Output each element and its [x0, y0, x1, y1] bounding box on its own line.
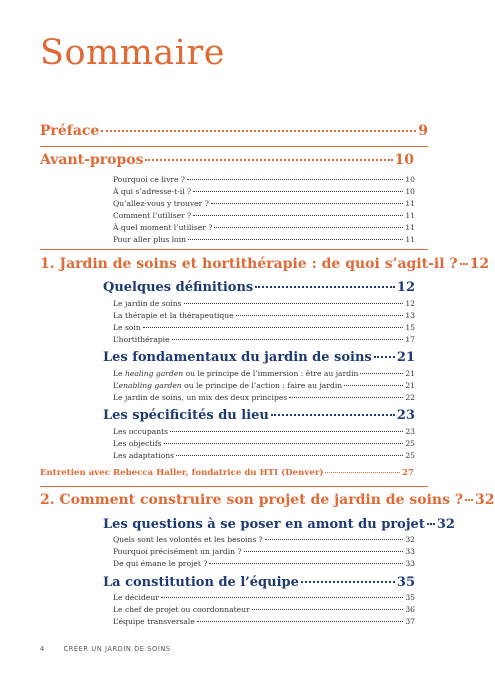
toc-subentry[interactable]	[113, 223, 415, 232]
toc-entry-page: 12	[469, 256, 490, 272]
toc-entry-label: À quel moment l’utiliser ?	[113, 223, 213, 232]
dot-leader	[211, 203, 404, 204]
divider	[40, 486, 428, 487]
dot-leader	[344, 385, 403, 386]
toc-entry-label: L’équipe transversale	[113, 617, 195, 626]
dot-leader	[255, 286, 395, 288]
toc-entry-label: Quelques définitions	[103, 280, 254, 295]
dot-leader	[145, 159, 392, 161]
toc-entry-page: 10	[394, 152, 414, 168]
dot-leader	[465, 499, 473, 501]
toc-subentry[interactable]	[113, 393, 415, 402]
toc-entry-label: Les adaptations	[113, 451, 175, 460]
toc-entry-label: 1. Jardin de soins et hortithérapie : de quoi s’agit-il ?	[40, 256, 458, 272]
page-title: Sommaire	[40, 33, 225, 73]
dot-leader	[101, 130, 416, 132]
label-prefix: Le	[113, 369, 125, 378]
toc-entry-label: Quels sont les volontés et les besoins ?	[113, 535, 263, 544]
toc-entry-page: 23	[396, 408, 415, 423]
label-suffix: ou le principe de l’action : faire au jardin	[181, 381, 343, 390]
toc-entry-page: 10	[405, 175, 415, 184]
dot-leader	[252, 609, 404, 610]
toc-subentry[interactable]	[113, 451, 415, 460]
toc-subentry[interactable]	[113, 559, 415, 568]
dot-leader	[360, 373, 403, 374]
toc-entry-label: Le chef de projet ou coordonnateur	[113, 605, 250, 614]
label-italic: healing garden	[124, 369, 184, 378]
divider	[40, 146, 428, 147]
toc-subentry[interactable]	[113, 175, 415, 184]
toc-section-fondamentaux[interactable]	[103, 350, 415, 365]
toc-entry-page: 25	[405, 439, 415, 448]
dot-leader	[236, 315, 404, 316]
toc-subentry[interactable]	[113, 593, 415, 602]
toc-entry-label	[113, 381, 342, 390]
dot-leader	[265, 539, 404, 540]
toc-entry-page: 32	[475, 492, 495, 508]
toc-entry-label: De qui émane le projet ?	[113, 559, 208, 568]
toc-subentry[interactable]	[113, 299, 415, 308]
toc-entry-label: Le jardin de soins, un mix des deux principes	[113, 393, 288, 402]
toc-subentry[interactable]	[113, 535, 415, 544]
toc-entry-label: La constitution de l’équipe	[103, 575, 299, 590]
toc-entry-avant-propos[interactable]	[40, 152, 414, 168]
toc-subentry[interactable]	[113, 605, 415, 614]
toc-entry-page: 36	[405, 605, 415, 614]
toc-entry-label: Les occupants	[113, 427, 169, 436]
divider	[40, 249, 428, 250]
dot-leader	[184, 303, 404, 304]
toc-entry-label: Qu’allez-vous y trouver ?	[113, 199, 209, 208]
toc-entry-label: La thérapie et la thérapeutique	[113, 311, 234, 320]
toc-entry-label: L’hortithérapie	[113, 335, 170, 344]
dot-leader	[374, 356, 395, 358]
toc-entry-page: 32	[436, 517, 455, 532]
toc-subentry[interactable]	[113, 211, 415, 220]
toc-entry-interview[interactable]	[40, 468, 414, 478]
toc-entry-page: 27	[402, 468, 414, 478]
toc-entry-page: 10	[405, 187, 415, 196]
dot-leader	[164, 443, 404, 444]
toc-entry-page: 11	[405, 223, 415, 232]
dot-leader	[197, 621, 403, 622]
toc-entry-page: 35	[405, 593, 415, 602]
toc-entry-label: Les spécificités du lieu	[103, 408, 269, 423]
running-title: CRÉER UN JARDIN DE SOINS	[63, 645, 171, 653]
toc-subentry[interactable]	[113, 311, 415, 320]
dot-leader	[143, 327, 404, 328]
toc-entry-label: À qui s’adresse-t-il ?	[113, 187, 192, 196]
toc-entry-label: Les fondamentaux du jardin de soins	[103, 350, 372, 365]
page-number: 4	[40, 645, 45, 653]
toc-entry-preface[interactable]	[40, 123, 428, 139]
toc-entry-label: Avant-propos	[40, 152, 144, 168]
dot-leader	[244, 551, 404, 552]
toc-entry-label: Pourquoi précisément un jardin ?	[113, 547, 242, 556]
toc-entry-label: Les objectifs	[113, 439, 162, 448]
toc-entry-label: Les questions à se poser en amont du projet	[103, 517, 425, 532]
toc-subentry[interactable]	[113, 187, 415, 196]
toc-entry-label: 2. Comment construire son projet de jardin de soins ?	[40, 492, 464, 508]
toc-entry-page: 11	[405, 199, 415, 208]
toc-subentry[interactable]	[113, 381, 415, 390]
toc-entry-page: 9	[418, 123, 428, 139]
dot-leader	[289, 397, 403, 398]
dot-leader	[176, 455, 403, 456]
toc-entry-label: Le jardin de soins	[113, 299, 182, 308]
toc-entry-chapter-1[interactable]	[40, 256, 490, 272]
toc-entry-label: Comment l’utiliser ?	[113, 211, 192, 220]
toc-subentry[interactable]	[113, 235, 415, 244]
label-prefix: L’	[113, 381, 119, 390]
dot-leader	[161, 597, 403, 598]
toc-entry-label: Préface	[40, 123, 100, 139]
toc-section-definitions[interactable]	[103, 280, 415, 295]
toc-subentry[interactable]	[113, 369, 415, 378]
toc-entry-label	[113, 369, 358, 378]
toc-entry-label: Pour aller plus loin	[113, 235, 187, 244]
toc-entry-page: 17	[405, 335, 415, 344]
dot-leader	[271, 414, 395, 416]
dot-leader	[187, 179, 403, 180]
toc-subentry[interactable]	[113, 427, 415, 436]
toc-entry-page: 15	[405, 323, 415, 332]
toc-entry-page: 11	[405, 235, 415, 244]
label-suffix: ou le principe de l’immersion : être au jardin	[183, 369, 359, 378]
toc-entry-page: 12	[396, 280, 415, 295]
dot-leader	[325, 472, 400, 473]
toc-entry-page: 33	[405, 559, 415, 568]
toc-entry-page: 11	[405, 211, 415, 220]
label-italic: enabling garden	[118, 381, 182, 390]
page-footer	[40, 645, 171, 653]
toc-section-specificites[interactable]	[103, 408, 415, 423]
toc-entry-page: 21	[396, 350, 415, 365]
dot-leader	[460, 263, 468, 265]
toc-section-equipe[interactable]	[103, 575, 415, 590]
dot-leader	[214, 227, 403, 228]
dot-leader	[209, 563, 403, 564]
dot-leader	[427, 523, 435, 525]
dot-leader	[188, 239, 403, 240]
toc-entry-page: 21	[405, 381, 415, 390]
toc-entry-page: 33	[405, 547, 415, 556]
dot-leader	[170, 431, 403, 432]
toc-entry-chapter-2[interactable]	[40, 492, 495, 508]
toc-entry-page: 13	[405, 311, 415, 320]
toc-entry-label: Le soin	[113, 323, 141, 332]
toc-subentry[interactable]	[113, 617, 415, 626]
toc-entry-label: Pourquoi ce livre ?	[113, 175, 185, 184]
toc-entry-page: 22	[405, 393, 415, 402]
toc-entry-page: 21	[405, 369, 415, 378]
toc-entry-label: Entretien avec Rebecca Haller, fondatrice du HTI (Denver)	[40, 468, 324, 478]
toc-entry-page: 25	[405, 451, 415, 460]
toc-entry-label: Le décideur	[113, 593, 159, 602]
toc-subentry[interactable]	[113, 335, 415, 344]
toc-entry-page: 35	[396, 575, 415, 590]
dot-leader	[193, 191, 403, 192]
toc-subentry[interactable]	[113, 199, 415, 208]
toc-subentry[interactable]	[113, 547, 415, 556]
toc-entry-page: 12	[405, 299, 415, 308]
toc-entry-page: 23	[405, 427, 415, 436]
dot-leader	[301, 581, 395, 583]
dot-leader	[193, 215, 403, 216]
toc-entry-page: 37	[405, 617, 415, 626]
dot-leader	[172, 339, 404, 340]
toc-subentry[interactable]	[113, 439, 415, 448]
toc-entry-page: 32	[405, 535, 415, 544]
toc-section-questions[interactable]	[103, 517, 455, 532]
toc-subentry[interactable]	[113, 323, 415, 332]
